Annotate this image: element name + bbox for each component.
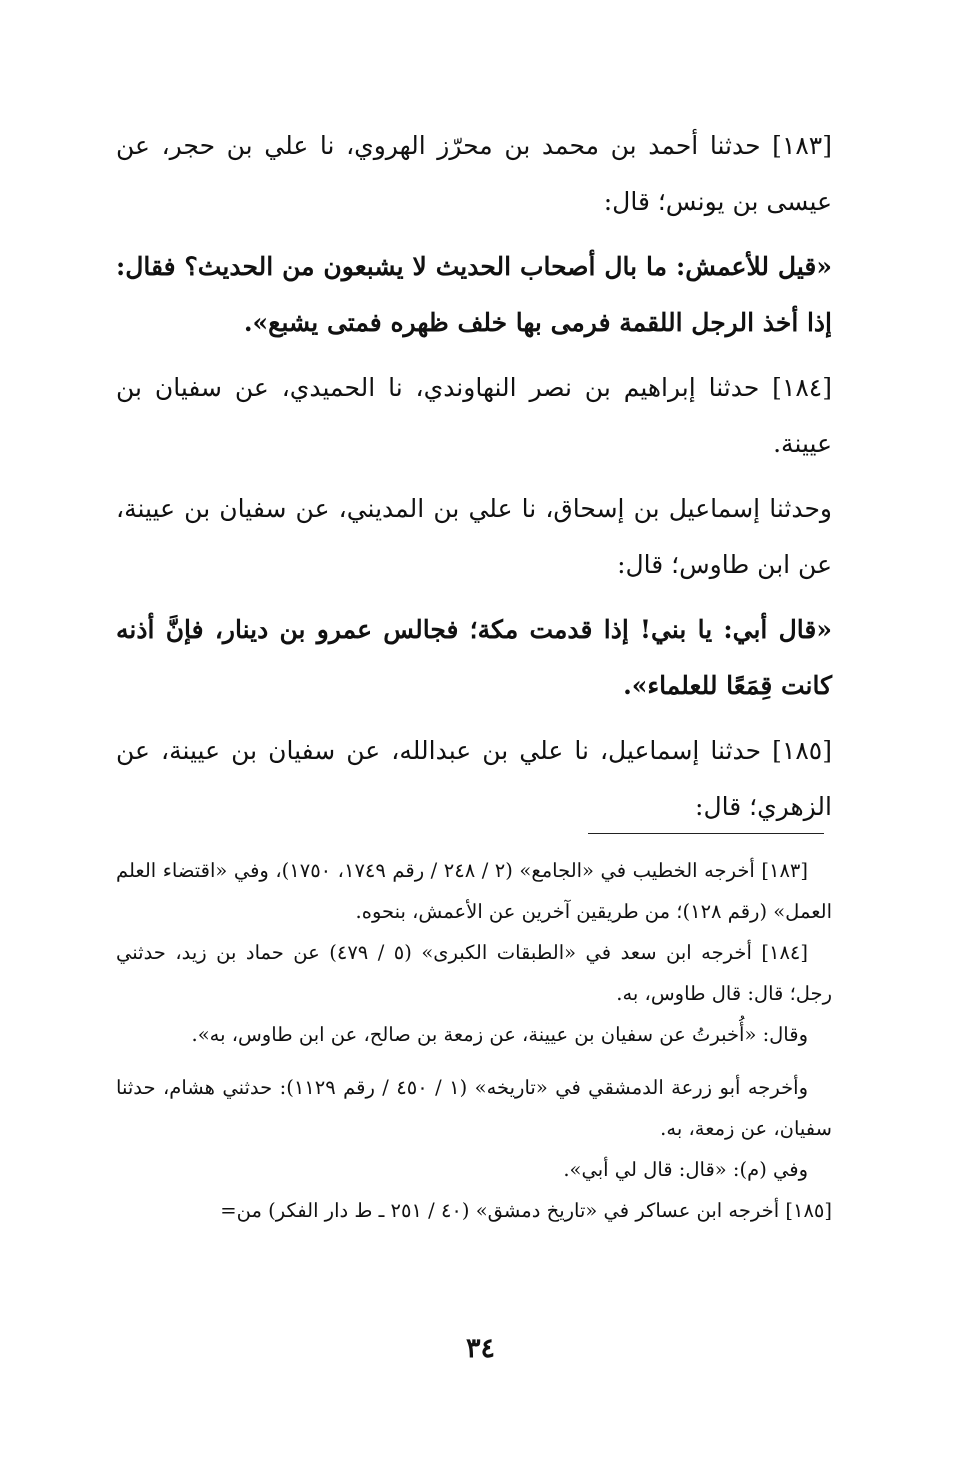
footnote-184-variant: وقال: «أُخبرتُ عن سفيان بن عيينة، عن زمعة بن صالح، عن ابن طاوس، به». <box>191 1023 808 1046</box>
footnote-separator <box>588 833 824 834</box>
entry-184-isnad: [١٨٤] حدثنا إبراهيم بن نصر النهاوندي، نا الحميدي، عن سفيان بن عيينة. <box>116 373 832 458</box>
footnote-184: [١٨٤] أخرجه ابن سعد في «الطبقات الكبرى» (٥ / ٤٧٩) عن حماد بن زيد، حدثني رجل؛ قال: قال طاوس، به. <box>116 941 832 1005</box>
entry-185-isnad: [١٨٥] حدثنا إسماعيل، نا علي بن عبدالله، عن سفيان بن عيينة، عن الزهري؛ قال: <box>116 736 832 821</box>
entry-184-quote: «قال أبي: يا بني! إذا قدمت مكة؛ فجالس عمرو بن دينار، فإنَّ أذنه كانت قِمَعًا للعلماء». <box>116 615 832 700</box>
footnote-183: [١٨٣] أخرجه الخطيب في «الجامع» (٢ / ٢٤٨ / رقم ١٧٤٩، ١٧٥٠)، وفي «اقتضاء العلم العمل» (رقم ١٢٨)؛ من طريقين آخرين عن الأعمش، بنحوه. <box>116 859 832 923</box>
entry-183-isnad: [١٨٣] حدثنا أحمد بن محمد بن محرّز الهروي، نا علي بن حجر، عن عيسى بن يونس؛ قال: <box>116 131 832 216</box>
footnotes <box>116 850 832 1231</box>
footnote-184-abu-zurah: وأخرجه أبو زرعة الدمشقي في «تاريخه» (١ / ٤٥٠ / رقم ١١٢٩): حدثني هشام، حدثنا سفيان، عن زمعة، به. <box>116 1076 832 1140</box>
footnote-184-manuscript: وفي (م): «قال: قال لي أبي». <box>563 1158 808 1181</box>
main-text <box>116 118 832 835</box>
entry-183-quote: «قيل للأعمش: ما بال أصحاب الحديث لا يشبعون من الحديث؟ فقال: إذا أخذ الرجل اللقمة فرمى بها خلف ظهره فمتى يشبع». <box>116 252 832 337</box>
footnote-185: [١٨٥] أخرجه ابن عساكر في «تاريخ دمشق» (٤٠ / ٢٥١ ـ ط دار الفكر) من= <box>220 1199 832 1222</box>
page-number: ٣٤ <box>465 1333 495 1364</box>
entry-184-isnad-second: وحدثنا إسماعيل بن إسحاق، نا علي بن المديني، عن سفيان بن عيينة، عن ابن طاوس؛ قال: <box>116 494 832 579</box>
